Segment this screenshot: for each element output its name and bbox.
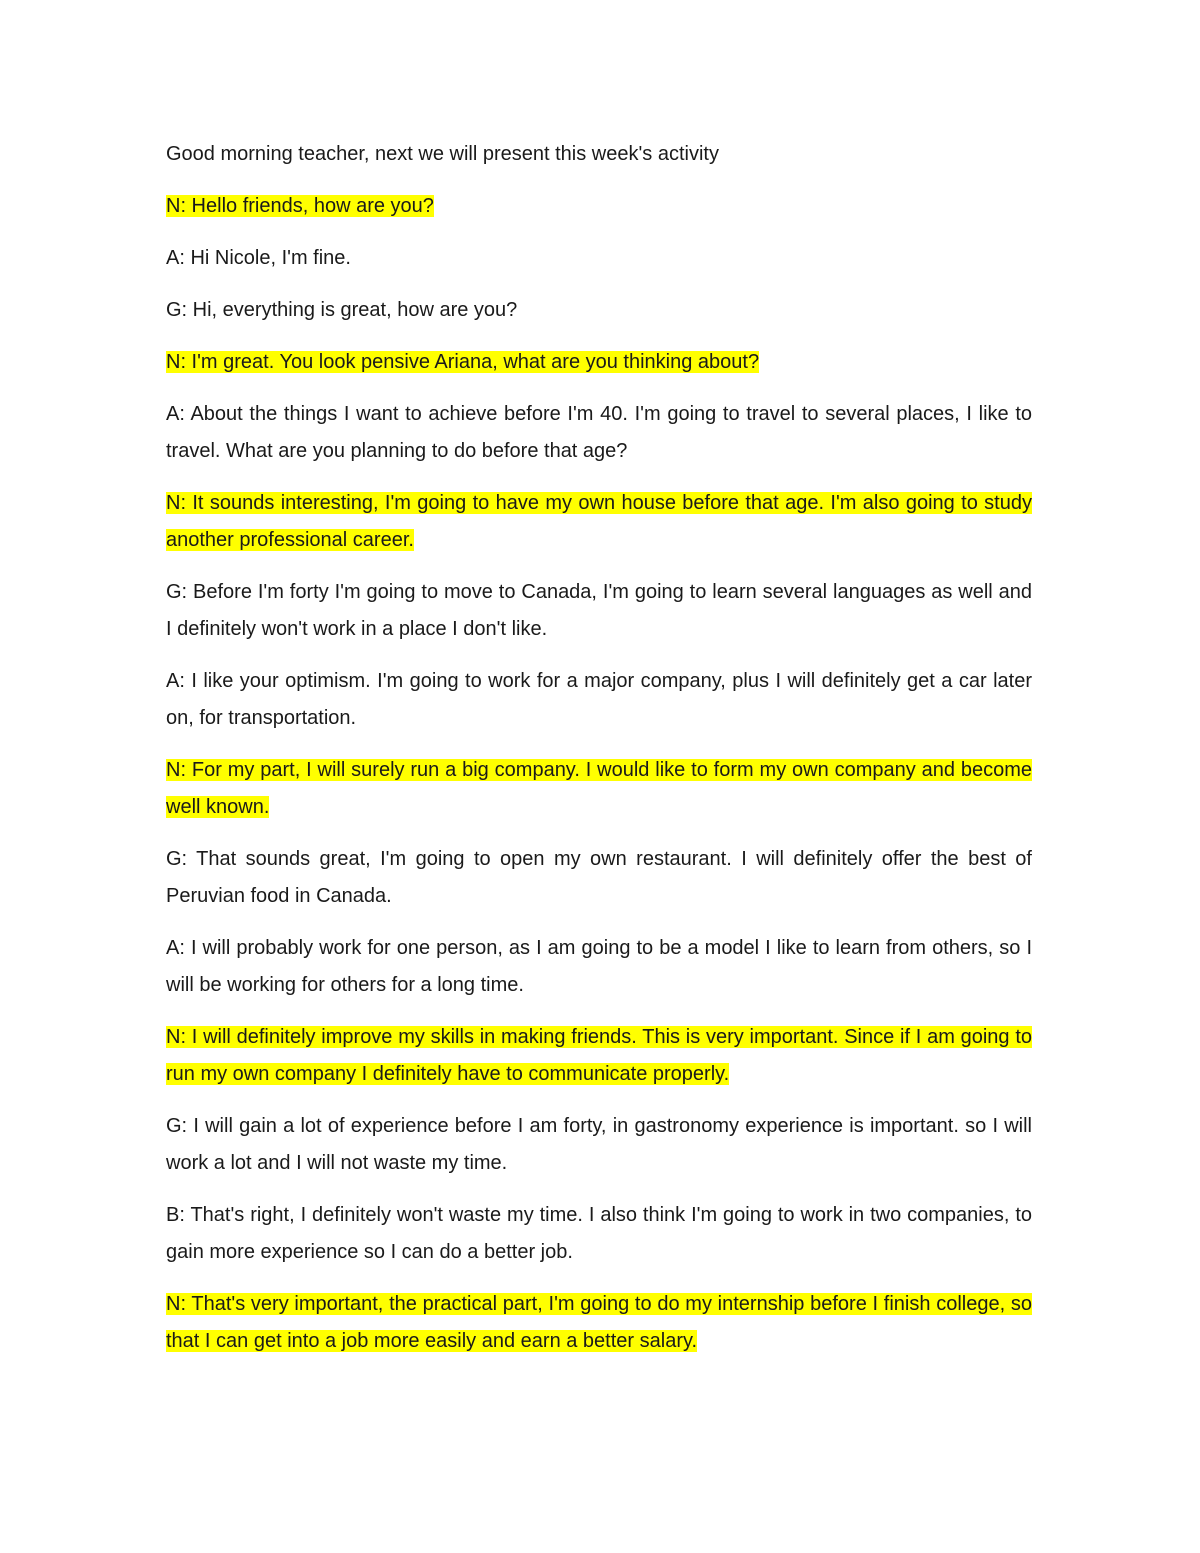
dialogue-text: G: Before I'm forty I'm going to move to Canada, I'm going to learn several languages as well and I definitely won't work in a place I don't like. — [166, 581, 1032, 640]
dialogue-line — [166, 663, 1032, 737]
dialogue-line — [166, 344, 1032, 381]
dialogue-text-highlighted: N: For my part, I will surely run a big company. I would like to form my own company and become well known. — [166, 759, 1032, 818]
dialogue-text-highlighted: N: That's very important, the practical part, I'm going to do my internship before I finish college, so that I can get into a job more easily and earn a better salary. — [166, 1293, 1032, 1352]
dialogue-text: A: Hi Nicole, I'm fine. — [166, 247, 351, 269]
dialogue-text: A: I like your optimism. I'm going to work for a major company, plus I will definitely get a car later on, for transportation. — [166, 670, 1032, 729]
dialogue-text-highlighted: N: Hello friends, how are you? — [166, 195, 434, 217]
dialogue-line — [166, 1197, 1032, 1271]
dialogue-text-highlighted: N: It sounds interesting, I'm going to have my own house before that age. I'm also going to study another professional career. — [166, 492, 1032, 551]
dialogue-line — [166, 485, 1032, 559]
dialogue-text: A: About the things I want to achieve before I'm 40. I'm going to travel to several places, I like to travel. What are you planning to do before that age? — [166, 403, 1032, 462]
dialogue-line — [166, 752, 1032, 826]
dialogue-line — [166, 574, 1032, 648]
dialogue-text-highlighted: N: I'm great. You look pensive Ariana, what are you thinking about? — [166, 351, 760, 373]
intro-text: Good morning teacher, next we will present this week's activity — [166, 143, 719, 165]
dialogue-text: A: I will probably work for one person, as I am going to be a model I like to learn from others, so I will be working for others for a long time. — [166, 937, 1032, 996]
dialogue-text: G: I will gain a lot of experience before I am forty, in gastronomy experience is important. so I will work a lot and I will not waste my time. — [166, 1115, 1032, 1174]
dialogue-line — [166, 292, 1032, 329]
intro-paragraph — [166, 136, 1032, 173]
dialogue-line — [166, 1019, 1032, 1093]
document-body — [166, 136, 1032, 1375]
dialogue-text: B: That's right, I definitely won't waste my time. I also think I'm going to work in two companies, to gain more experience so I can do a better job. — [166, 1204, 1032, 1263]
dialogue-line — [166, 188, 1032, 225]
dialogue-line — [166, 240, 1032, 277]
dialogue-text: G: Hi, everything is great, how are you? — [166, 299, 518, 321]
dialogue-line — [166, 1108, 1032, 1182]
dialogue-text: G: That sounds great, I'm going to open my own restaurant. I will definitely offer the best of Peruvian food in Canada. — [166, 848, 1032, 907]
dialogue-text-highlighted: N: I will definitely improve my skills in making friends. This is very important. Since if I am going to run my own company I definitely have to communicate properly. — [166, 1026, 1032, 1085]
dialogue-line — [166, 396, 1032, 470]
dialogue-line — [166, 1286, 1032, 1360]
dialogue-line — [166, 841, 1032, 915]
dialogue-line — [166, 930, 1032, 1004]
